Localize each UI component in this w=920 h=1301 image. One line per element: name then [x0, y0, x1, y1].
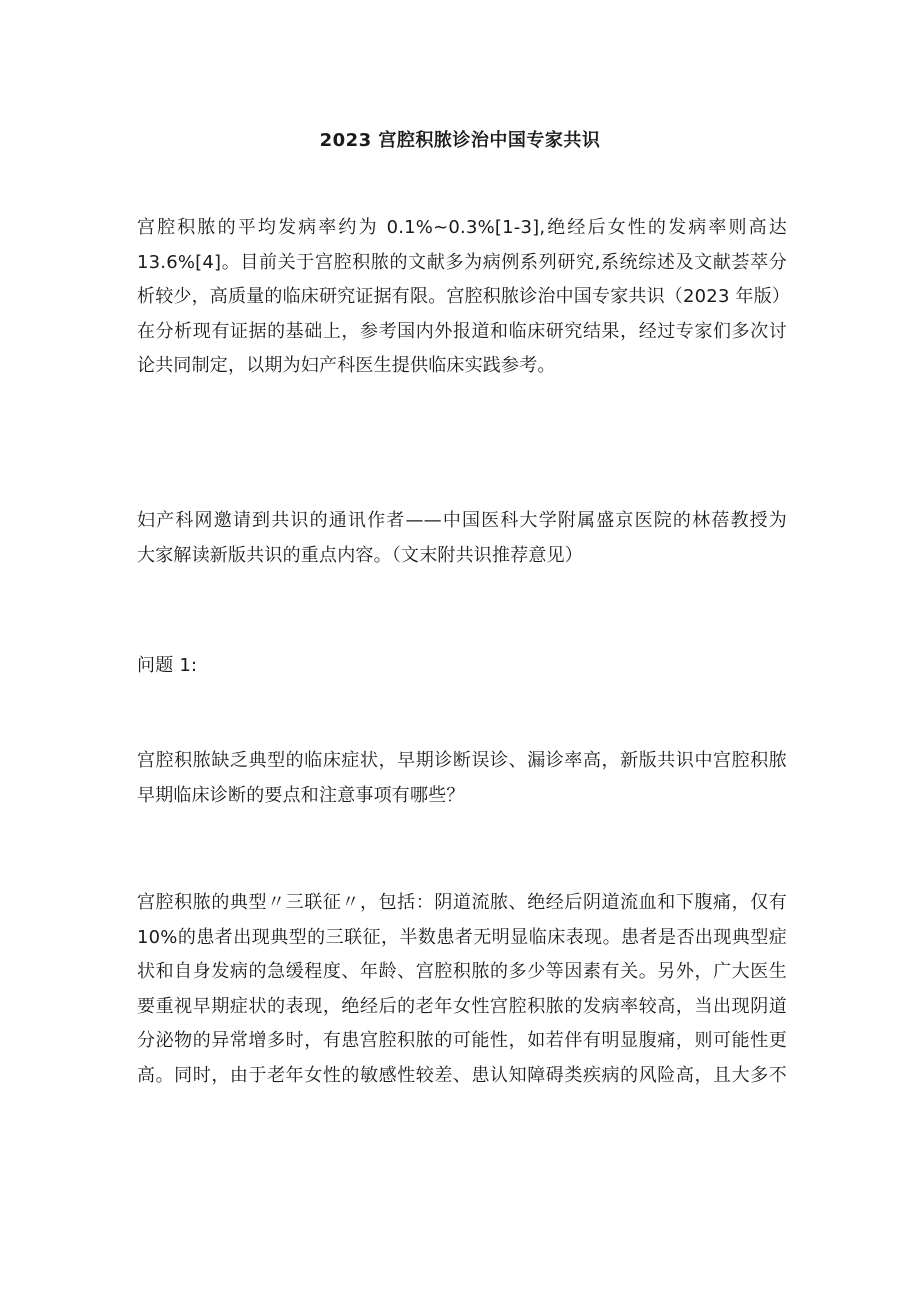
- text-line: 宫腔积脓缺乏典型的临床症状，早期诊断误诊、漏诊率高，新版共识中宫腔积脓: [137, 750, 787, 771]
- text-line: 在分析现有证据的基础上，参考国内外报道和临床研究结果，经过专家们多次讨: [137, 320, 787, 342]
- question-heading: [137, 649, 787, 684]
- text-line: 妇产科网邀请到共识的通讯作者——中国医科大学附属盛京医院的林蓓教授为: [137, 510, 787, 531]
- text-line: 10%的患者出现典型的三联征，半数患者无明显临床表现。患者是否出现典型症: [137, 926, 787, 948]
- document-title: 2023 宫腔积脓诊治中国专家共识: [319, 130, 601, 151]
- invitation-paragraph: [137, 504, 787, 573]
- text-line: 论共同制定，以期为妇产科医生提供临床实践参考。: [137, 355, 556, 376]
- text-line: 问题 1:: [137, 655, 198, 676]
- answer-paragraph: [137, 886, 787, 1093]
- text-line: 析较少，高质量的临床研究证据有限。宫腔积脓诊治中国专家共识（2023 年版）: [137, 286, 791, 307]
- text-line: 宫腔积脓的典型〃三联征〃，包括：阴道流脓、绝经后阴道流血和下腹痛，仅有: [137, 892, 787, 913]
- text-line: 大家解读新版共识的重点内容。（文末附共识推荐意见）: [137, 544, 583, 566]
- text-line: 分泌物的异常增多时，有患宫腔积脓的可能性，如若伴有明显腹痛，则可能性更: [137, 1030, 787, 1051]
- text-line: 13.6%[4]。目前关于宫腔积脓的文献多为病例系列研究,系统综述及文献荟萃分: [137, 251, 787, 273]
- text-line: 要重视早期症状的表现，绝经后的老年女性宫腔积脓的发病率较高，当出现阴道: [137, 995, 787, 1017]
- text-line: 早期临床诊断的要点和注意事项有哪些？: [137, 784, 465, 806]
- question-paragraph: [137, 744, 787, 813]
- text-line: 状和自身发病的急缓程度、年龄、宫腔积脓的多少等因素有关。另外，广大医生: [137, 961, 787, 982]
- intro-paragraph: [137, 211, 791, 384]
- text-line: 高。同时，由于老年女性的敏感性较差、患认知障碍类疾病的风险高，且大多不: [137, 1064, 787, 1086]
- text-line: 宫腔积脓的平均发病率约为 0.1%~0.3%[1-3],绝经后女性的发病率则高达: [137, 217, 787, 238]
